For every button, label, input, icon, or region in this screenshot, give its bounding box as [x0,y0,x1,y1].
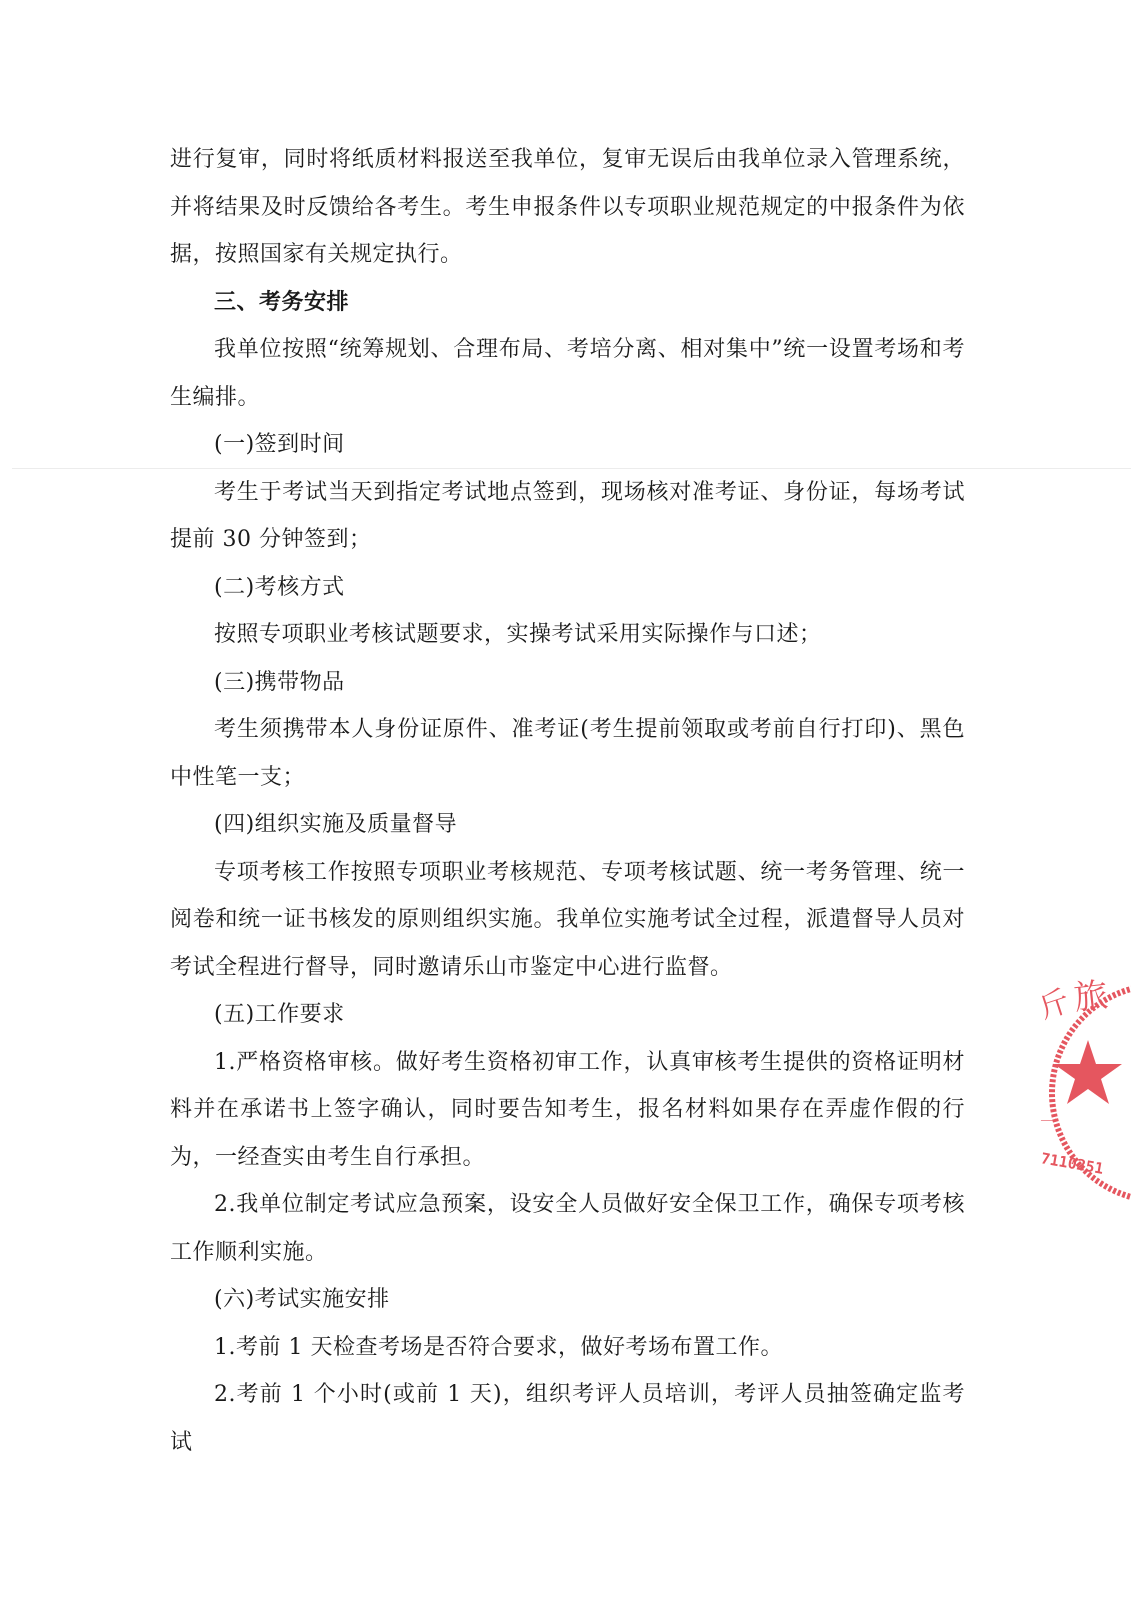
paragraph-continuation: 进行复审，同时将纸质材料报送至我单位，复审无误后由我单位录入管理系统，并将结果及时反馈给各考生。考生申报条件以专项职业规范规定的中报条件为依据，按照国家有关规定执行。 [170,147,965,267]
seal-graphic [1034,975,1131,1208]
section-heading-exam-affairs: 三、考务安排 [214,288,350,315]
paragraph-requirement-1: 1.严格资格审核。做好考生资格初审工作，认真审核考生提供的资格证明材料并在承诺书上签字确认，同时要告知考生，报名材料如果存在弄虚作假的行为，一经查实由考生自行承担。 [170,1049,965,1170]
subheading-work-requirements: (五)工作要求 [214,1002,345,1027]
paragraph-requirement-2: 2.我单位制定考试应急预案，设安全人员做好安全保卫工作，确保专项考核工作顺利实施。 [170,1192,965,1265]
paragraph-quality-supervision: 专项考核工作按照专项职业考核规范、专项考核试题、统一考务管理、统一阅卷和统一证书核发的原则组织实施。我单位实施考试全过程，派遣督导人员对考试全程进行督导，同时邀请乐山市鉴定中心进行监督。 [170,859,965,980]
subheading-exam-implementation: (六)考试实施安排 [214,1287,390,1312]
paragraph-items-to-bring: 考生须携带本人身份证原件、准考证(考生提前领取或考前自行打印)、黑色中性笔一支； [170,717,965,790]
seal-text-partial: 斤 [1034,983,1074,1027]
official-seal-partial [1034,975,1131,1208]
subheading-checkin-time: (一)签到时间 [214,432,345,457]
subheading-assessment-method: (二)考核方式 [214,574,345,600]
paragraph-assessment-method: 按照专项职业考核试题要求，实操考试采用实际操作与口述； [214,622,822,647]
subheading-quality-supervision: (四)组织实施及质量督导 [214,812,458,837]
seal-star-icon [1054,1040,1122,1104]
seal-mark: 一 [1040,1112,1058,1133]
paragraph-implementation-2: 2.考前 1 个小时(或前 1 天)，组织考评人员培训，考评人员抽签确定监考试 [170,1382,965,1455]
paragraph-exam-arrangement: 我单位按照“统筹规划、合理布局、考培分离、相对集中”统一设置考场和考生编排。 [170,337,965,410]
paragraph-checkin: 考生于考试当天到指定考试地点签到，现场核对准考证、身份证，每场考试提前 30 分钟签到； [170,479,965,552]
seal-number: 7110251 [1039,1149,1105,1178]
paragraph-implementation-1: 1.考前 1 天检查考场是否符合要求，做好考场布置工作。 [214,1334,783,1360]
document-body [170,136,965,1466]
seal-text-top: 旅 [1071,975,1110,1019]
subheading-items-to-bring: (三)携带物品 [214,669,345,695]
